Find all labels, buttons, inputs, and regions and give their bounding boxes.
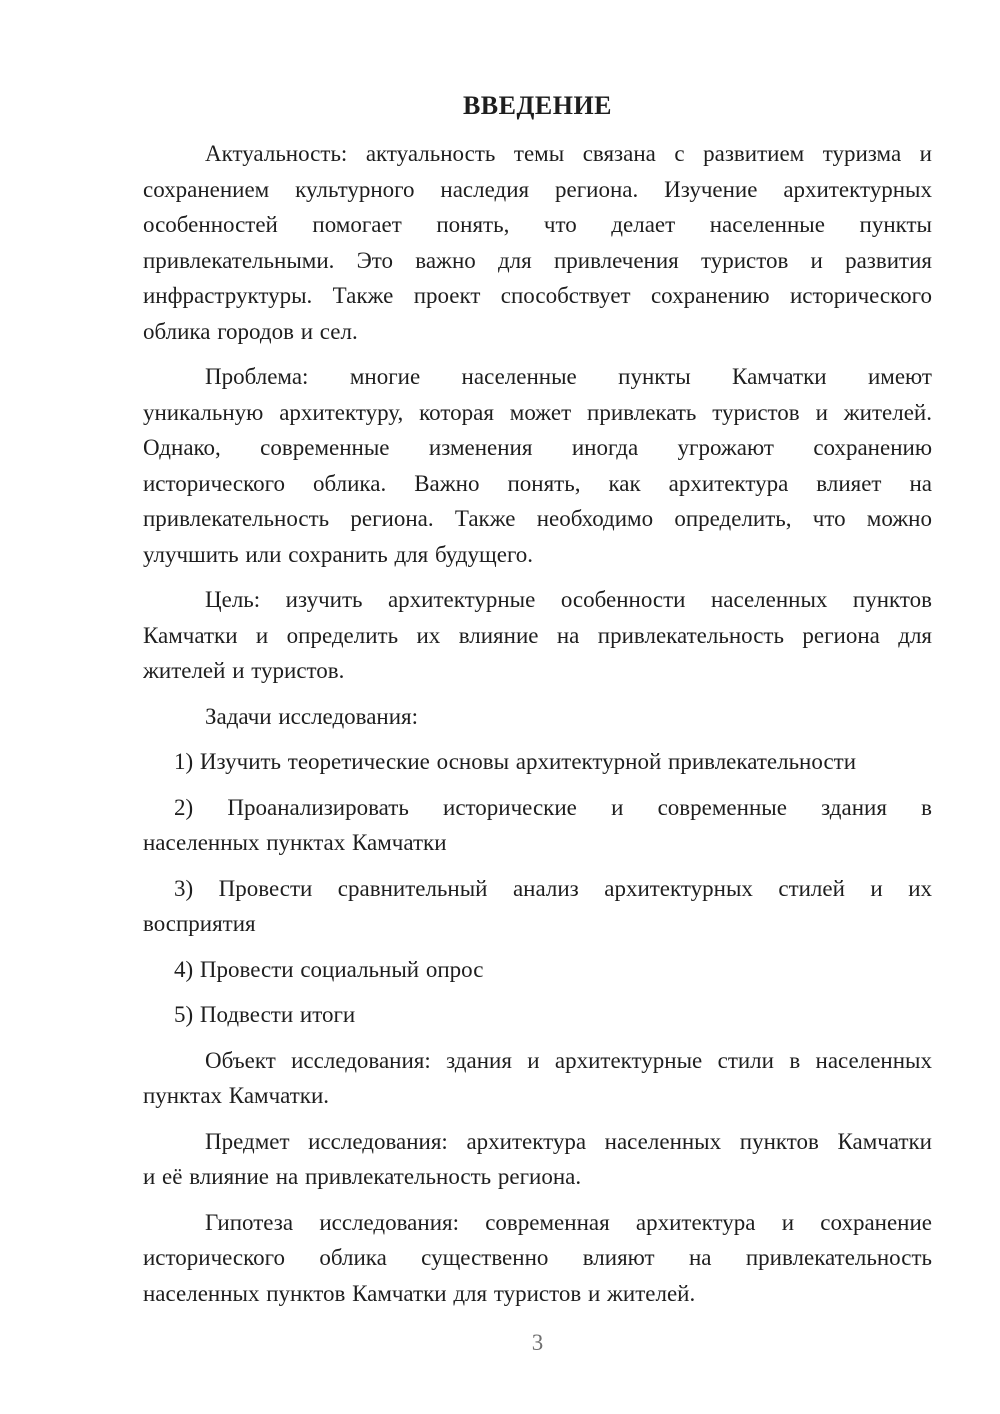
text-line: Предмет исследования: архитектура населенных пунктов Камчатки <box>205 1128 932 1154</box>
text-line: облика городов и сел. <box>143 318 358 344</box>
text-line: исторического облика существенно влияют на привлекательность <box>143 1245 932 1270</box>
text-line: населенных пунктах Камчатки <box>143 830 447 855</box>
text-line: Цель: изучить архитектурные особенности населенных пунктов <box>205 587 932 612</box>
text-line: жителей и туристов. <box>143 658 345 683</box>
text-line: 4) Провести социальный опрос <box>174 956 484 982</box>
text-line: 5) Подвести итоги <box>174 1002 356 1027</box>
text-line: Гипотеза исследования: современная архитектура и сохранение <box>205 1209 932 1235</box>
text-line: исторического облика. Важно понять, как архитектура влияет на <box>143 470 932 496</box>
text-line: Объект исследования: здания и архитектурные стили в населенных <box>205 1047 932 1073</box>
page-number-label: 3 <box>531 1330 544 1355</box>
text-line: 3) Провести сравнительный анализ архитектурных стилей и их <box>174 875 932 901</box>
list-item <box>143 744 932 780</box>
list-item <box>143 952 932 988</box>
paragraph <box>143 582 932 689</box>
paragraph <box>143 136 932 349</box>
paragraph <box>143 699 932 735</box>
text-line: восприятия <box>143 911 256 936</box>
text-line: пунктах Камчатки. <box>143 1083 330 1108</box>
list-item <box>143 871 932 942</box>
text-line: населенных пунктов Камчатки для туристов и жителей. <box>143 1280 696 1306</box>
page-title: ВВЕДЕНИЕ <box>462 91 613 120</box>
text-line: Актуальность: актуальность темы связана с развитием туризма и <box>205 141 932 166</box>
text-line: привлекательность региона. Также необходимо определить, что можно <box>143 506 932 531</box>
text-line: привлекательными. Это важно для привлечения туристов и развития <box>143 247 932 273</box>
text-line: 1) Изучить теоретические основы архитектурной привлекательности <box>174 749 857 774</box>
list-item <box>143 790 932 861</box>
page-content <box>143 88 932 1360</box>
text-line: улучшить или сохранить для будущего. <box>143 541 534 567</box>
paragraph <box>143 1205 932 1312</box>
text-line: сохранением культурного наследия региона. Изучение архитектурных <box>143 176 932 202</box>
text-line: Камчатки и определить их влияние на привлекательность региона для <box>143 622 932 648</box>
text-line: Задачи исследования: <box>205 703 419 729</box>
text-line: и её влияние на привлекательность региона. <box>143 1164 582 1189</box>
text-line: особенностей помогает понять, что делает населенные пункты <box>143 212 932 237</box>
paragraph <box>143 359 932 572</box>
paragraph <box>143 1043 932 1114</box>
list-item <box>143 997 932 1033</box>
text-line: Проблема: многие населенные пункты Камчатки имеют <box>205 364 932 389</box>
text-line: 2) Проанализировать исторические и современные здания в <box>174 794 932 820</box>
text-line: Однако, современные изменения иногда угрожают сохранению <box>143 435 932 460</box>
text-line: инфраструктуры. Также проект способствует сохранению исторического <box>143 283 932 308</box>
document-body <box>143 136 932 1311</box>
text-line: уникальную архитектуру, которая может привлекать туристов и жителей. <box>143 399 932 425</box>
paragraph <box>143 1124 932 1195</box>
